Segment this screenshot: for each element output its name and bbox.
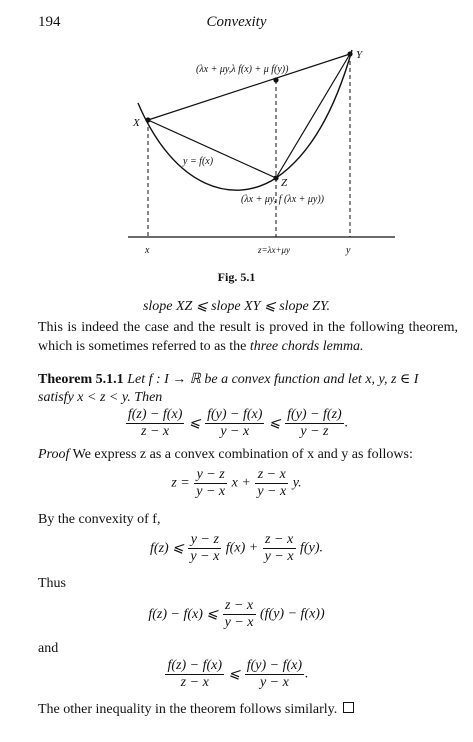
label-X: X xyxy=(133,117,140,129)
convex-combination-equation xyxy=(0,467,473,500)
thus-equation xyxy=(0,598,473,631)
fraction xyxy=(245,658,304,691)
fraction xyxy=(205,407,264,440)
proof-text: We express z as a convex combination of x and y as follows: xyxy=(69,447,413,462)
final-equation xyxy=(0,658,473,691)
tick-label-y: y xyxy=(346,245,351,256)
paragraph-line-2 xyxy=(38,339,364,355)
proof-label: Proof xyxy=(38,447,70,462)
numerator: y − z xyxy=(190,532,219,547)
point-Y xyxy=(347,51,352,56)
numerator: y − z xyxy=(196,467,225,482)
eq-term: (f(y) − f(x)) xyxy=(256,606,325,622)
theorem-line-2: satisfy x < z < y. Then xyxy=(38,390,163,405)
numerator: z − x xyxy=(265,532,294,547)
denominator: y − x xyxy=(257,484,287,499)
denominator: y − z xyxy=(285,423,344,440)
eq-lhs: z = xyxy=(171,475,190,491)
le-symbol: ⩽ xyxy=(188,416,201,431)
denominator: y − x xyxy=(245,674,304,691)
period: . xyxy=(305,666,309,682)
thus-line: Thus xyxy=(38,576,66,591)
label-Z: Z xyxy=(281,177,288,189)
denominator: y − x xyxy=(205,423,264,440)
fraction xyxy=(188,532,221,565)
closing-line xyxy=(38,702,354,718)
numerator: z − x xyxy=(225,598,254,613)
fraction xyxy=(263,532,296,565)
fraction xyxy=(223,598,256,631)
eq-term: f(x) + xyxy=(222,540,259,556)
fraction xyxy=(285,407,344,440)
label-curve: y = f(x) xyxy=(183,156,214,167)
denominator: y − x xyxy=(264,549,294,564)
fraction xyxy=(165,658,224,691)
denominator: z − x xyxy=(126,423,185,440)
theorem-equation xyxy=(0,407,473,440)
figure-5-1 xyxy=(0,0,473,262)
paragraph-text: which is sometimes referred to as the xyxy=(38,339,250,354)
eq-lhs: f(z) ⩽ xyxy=(150,541,184,556)
closing-text: The other inequality in the theorem follows similarly. xyxy=(38,702,338,717)
label-top: (λx + μy,λ f(x) + μ f(y)) xyxy=(196,64,289,75)
qed-icon xyxy=(343,702,354,713)
fraction xyxy=(255,467,288,500)
denominator: z − x xyxy=(165,674,224,691)
running-title: Convexity xyxy=(206,14,267,30)
eq-term: y. xyxy=(289,475,302,491)
numerator: f(y) − f(x) xyxy=(246,658,303,673)
numerator: f(z) − f(x) xyxy=(167,658,222,673)
eq-term: f(y). xyxy=(296,540,323,556)
point-X xyxy=(145,117,150,122)
page-number: 194 xyxy=(38,14,61,30)
numerator: f(y) − f(z) xyxy=(287,407,342,422)
le-symbol: ⩽ xyxy=(268,416,281,431)
paragraph-line-1: This is indeed the case and the result is proved in the following theorem, xyxy=(38,320,458,335)
theorem-body: Let f : I → ℝ be a convex function and let x, y, z ∈ I xyxy=(123,372,419,387)
point-Z xyxy=(273,175,278,180)
eq-term: x + xyxy=(228,475,251,491)
period: . xyxy=(344,415,349,431)
denominator: y − x xyxy=(196,484,226,499)
label-bottom: (λx + μy, f (λx + μy)) xyxy=(241,194,324,205)
theorem-line-1 xyxy=(38,371,418,388)
le-symbol: ⩽ xyxy=(228,667,241,682)
theorem-label: Theorem 5.1.1 xyxy=(38,372,124,387)
fraction xyxy=(194,467,227,500)
by-convexity-line: By the convexity of f, xyxy=(38,512,161,527)
eq-lhs: f(z) − f(x) ⩽ xyxy=(148,607,219,622)
label-Y: Y xyxy=(356,49,363,61)
denominator: y − x xyxy=(190,549,220,564)
tick-label-x: x xyxy=(145,245,150,256)
slope-inequality: slope XZ ⩽ slope XY ⩽ slope ZY. xyxy=(142,299,331,314)
denominator: y − x xyxy=(224,615,254,630)
numerator: z − x xyxy=(257,467,286,482)
figure-caption: Fig. 5.1 xyxy=(217,270,256,284)
lemma-name: three chords lemma. xyxy=(249,339,364,354)
tick-label-z: z=λx+μy xyxy=(258,245,291,255)
chord-XZ xyxy=(148,120,276,178)
numerator: f(y) − f(x) xyxy=(207,407,263,422)
and-line: and xyxy=(38,641,59,656)
proof-line xyxy=(38,447,413,463)
convexity-equation xyxy=(0,532,473,565)
point-chord xyxy=(273,77,278,82)
numerator: f(z) − f(x) xyxy=(127,407,183,422)
fraction xyxy=(126,407,185,440)
